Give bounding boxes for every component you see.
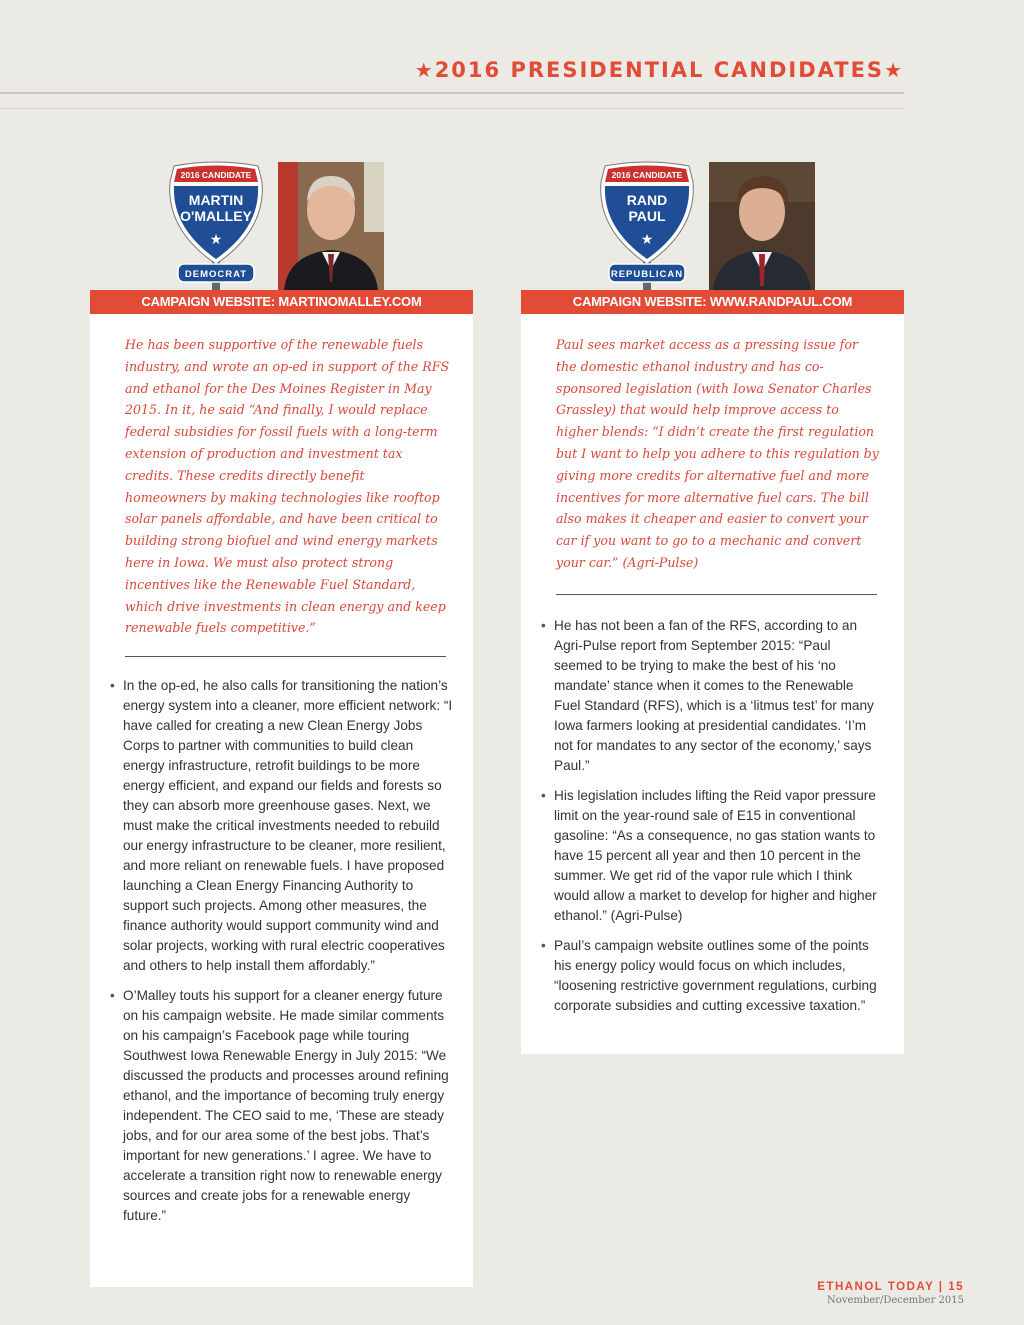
- campaign-website-banner: CAMPAIGN WEBSITE: MARTINOMALLEY.COM: [90, 290, 473, 314]
- omalley-bullet-list: [110, 676, 455, 1236]
- paul-photo: [709, 162, 815, 290]
- list-item: • He has not been a fan of the RFS, according to an Agri-Pulse report from September 2015: “Paul seemed to be trying to make the best of his ‘no mandate’ stance when it comes to the Renewable Fuel Standard (RFS), which is a ‘litmus test’ for many Iowa farmers looking at presidential candidates. ‘I’m not for mandates to any sector of the economy,’ says Paul.”: [541, 616, 881, 776]
- candidate-quote: He has been supportive of the renewable fuels industry, and wrote an op-ed in support of the RFS and ethanol for the Des Moines Register in May 2015. In it, he said “And finally, I would replace federal subsidies for fossil fuels with a long-term extension of production and investment tax credits. These credits directly benefit homeowners by making technologies like rooftop solar panels affordable, and have been critical to building strong biofuel and wind energy markets here in Iowa. We must also protect strong incentives like the Renewable Fuel Standard, which drive investments in clean energy and keep renewable fuels competitive.”: [125, 337, 450, 636]
- list-item: • O’Malley touts his support for a cleaner energy future on his campaign website. He made similar comments on his campaign’s Facebook page while touring Southwest Iowa Renewable Energy in July 2015: “We discussed the products and processes around refining ethanol, and the importance of becoming truly energy independent. The CEO said to me, ‘These are steady jobs, and for our area some of the best jobs. That’s important for new generations.’ I agree. We have to accelerate a transition right now to renewable energy sources and create jobs for a renewable energy future.”: [110, 986, 455, 1226]
- footer-date: November/December 2015: [827, 1295, 964, 1306]
- star-icon: ★: [414, 58, 435, 82]
- header-text: 2016 PRESIDENTIAL CANDIDATES: [434, 58, 885, 82]
- candidate-name-line2: PAUL: [628, 208, 666, 224]
- page-header-title: [415, 58, 904, 82]
- party-label: REPUBLICAN: [610, 269, 684, 280]
- footer-magazine-label: ETHANOL TODAY | 15: [817, 1281, 964, 1293]
- candidate-name-line1: RAND: [626, 192, 668, 208]
- section-divider: [556, 594, 877, 595]
- header-rule: [0, 92, 904, 94]
- candidate-name-line1: MARTIN: [188, 192, 244, 208]
- list-item: • Paul’s campaign website outlines some of the points his energy policy would focus on which includes, “loosening restrictive government regulations, curbing corporate subsidies and cutting excessive taxation.”: [541, 936, 881, 1016]
- star-icon: ★: [884, 58, 904, 82]
- candidate-name-line2: O'MALLEY: [180, 208, 252, 224]
- star-icon: ★: [640, 232, 654, 248]
- paul-bullet-list: [541, 616, 881, 1026]
- sign-top-label: 2016 CANDIDATE: [180, 170, 252, 180]
- sign-top-label: 2016 CANDIDATE: [611, 170, 683, 180]
- star-icon: ★: [209, 232, 223, 248]
- header-rule-thin: [0, 108, 904, 109]
- interstate-sign-omalley: [166, 160, 266, 290]
- campaign-website-banner: CAMPAIGN WEBSITE: WWW.RANDPAUL.COM: [521, 290, 904, 314]
- interstate-sign-paul: [597, 160, 697, 290]
- section-divider: [125, 656, 446, 657]
- omalley-photo: [278, 162, 384, 290]
- list-item: • In the op-ed, he also calls for transitioning the nation’s energy system into a cleaner, more efficient network: “I have called for creating a new Clean Energy Jobs Corps to partner with communities to build clean energy infrastructure, retrofit buildings to be more energy efficient, and expand our fields and forests so they can absorb more greenhouse gases. Next, we must make the critical investments needed to rebuild our energy infrastructure to be cleaner, more resilient, and more reliant on renewable fuels. I have proposed launching a Clean Energy Financing Authority to support such projects. Among other measures, the finance authority would support community wind and solar projects, working with rural electric cooperatives and others to help install them affordably.”: [110, 676, 455, 976]
- list-item: • His legislation includes lifting the Reid vapor pressure limit on the year-round sale of E15 in conventional gasoline: “As a consequence, no gas station wants to have 15 percent all year and then 10 percent in the summer. We get rid of the vapor rule which I think would allow a market to develop for higher and higher ethanol.” (Agri-Pulse): [541, 786, 881, 926]
- party-label: DEMOCRAT: [184, 269, 248, 280]
- candidate-quote: Paul sees market access as a pressing issue for the domestic ethanol industry and has co-sponsored legislation (with Iowa Senator Charles Grassley) that would help improve access to higher blends: “I didn’t create the first regulation but I want to help you adhere to this regulation by giving more credits for alternative fuel and more incentives for more alternative fuel cars. The bill also makes it cheaper and easier to convert your car if you want to go to a mechanic and convert your car.” (Agri-Pulse): [556, 337, 879, 570]
